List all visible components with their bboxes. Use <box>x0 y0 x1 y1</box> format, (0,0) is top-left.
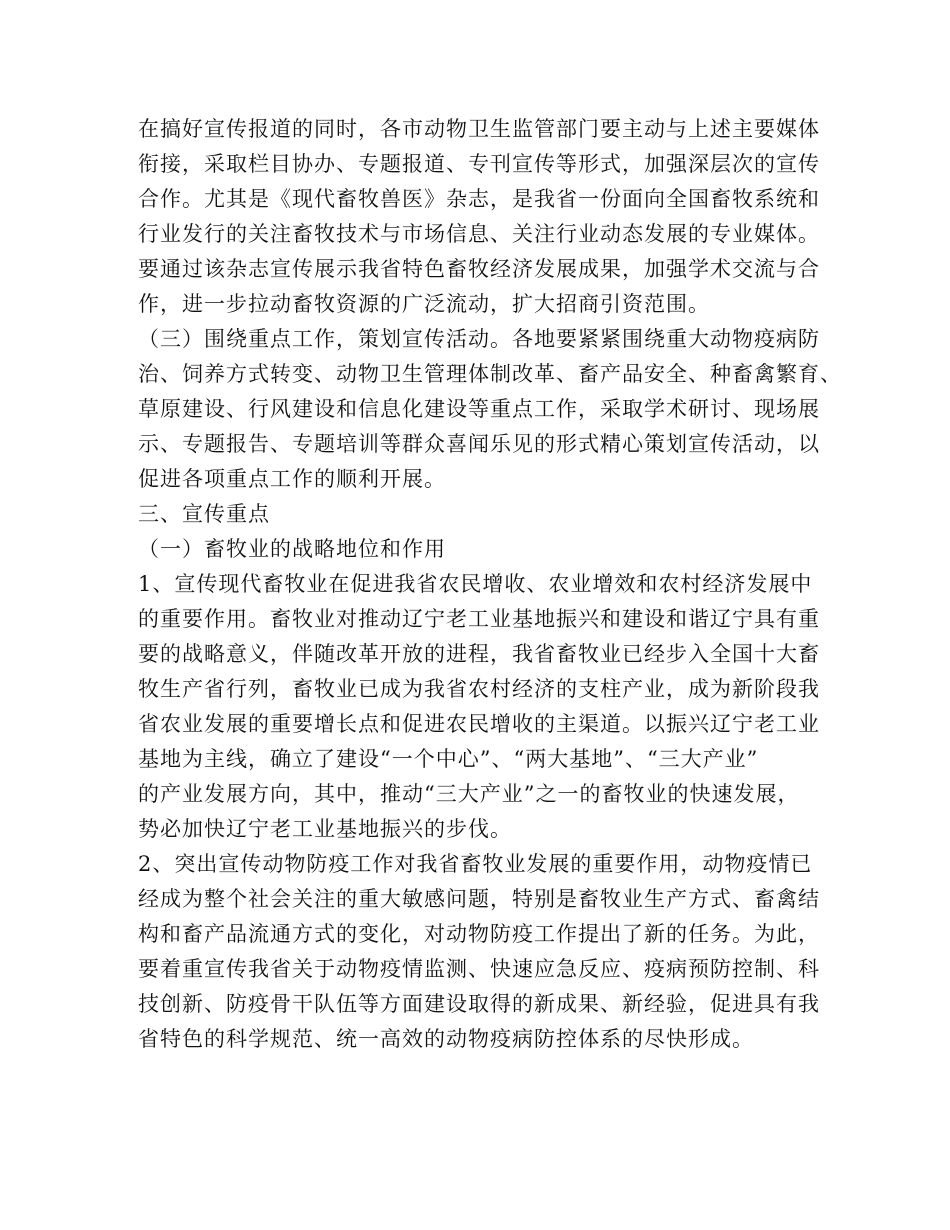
text-line: 要着重宣传我省关于动物疫情监测、快速应急反应、疫病预防控制、科 <box>138 957 820 981</box>
text-line: 的产业发展方向，其中，推动“三大产业”之一的畜牧业的快速发展， <box>138 782 800 806</box>
text-line: 2、突出宣传动物防疫工作对我省畜牧业发展的重要作用，动物疫情已 <box>138 852 813 876</box>
text-line: 示、专题报告、专题培训等群众喜闻乐见的形式精心策划宣传活动，以 <box>138 432 820 456</box>
text-line: 构和畜产品流通方式的变化，对动物防疫工作提出了新的任务。为此， <box>138 922 820 946</box>
text-line: 草原建设、行风建设和信息化建设等重点工作，采取学术研讨、现场展 <box>138 397 820 421</box>
text-line: 合作。尤其是《现代畜牧兽医》杂志，是我省一份面向全国畜牧系统和 <box>138 187 820 211</box>
text-line: 牧生产省行列，畜牧业已成为我省农村经济的支柱产业，成为新阶段我 <box>138 677 820 701</box>
text-line: 要的战略意义，伴随改革开放的进程，我省畜牧业已经步入全国十大畜 <box>138 642 820 666</box>
text-line: 省特色的科学规范、统一高效的动物疫病防控体系的尽快形成。 <box>138 1027 754 1051</box>
text-line: 经成为整个社会关注的重大敏感问题，特别是畜牧业生产方式、畜禽结 <box>138 887 820 911</box>
text-line: 衔接，采取栏目协办、专题报道、专刊宣传等形式，加强深层次的宣传 <box>138 152 820 176</box>
text-line: 的重要作用。畜牧业对推动辽宁老工业基地振兴和建设和谐辽宁具有重 <box>138 607 820 631</box>
text-line: 治、饲养方式转变、动物卫生管理体制改革、畜产品安全、种畜禽繁育、 <box>138 362 842 386</box>
text-line: 促进各项重点工作的顺利开展。 <box>138 467 446 491</box>
text-line: 省农业发展的重要增长点和促进农民增收的主渠道。以振兴辽宁老工业 <box>138 712 820 736</box>
text-line: 势必加快辽宁老工业基地振兴的步伐。 <box>138 817 512 841</box>
text-line: 技创新、防疫骨干队伍等方面建设取得的新成果、新经验，促进具有我 <box>138 992 820 1016</box>
text-line: 1、宣传现代畜牧业在促进我省农民增收、农业增效和农村经济发展中 <box>138 572 813 596</box>
text-line: 行业发行的关注畜牧技术与市场信息、关注行业动态发展的专业媒体。 <box>138 222 820 246</box>
text-line: 基地为主线，确立了建设“一个中心”、“两大基地”、“三大产业” <box>138 747 759 771</box>
subsection-heading: （一）畜牧业的战略地位和作用 <box>138 537 446 561</box>
document-body <box>138 112 842 1057</box>
text-line: 要通过该杂志宣传展示我省特色畜牧经济发展成果，加强学术交流与合 <box>138 257 820 281</box>
text-line: 作，进一步拉动畜牧资源的广泛流动，扩大招商引资范围。 <box>138 292 710 316</box>
section-heading: 三、宣传重点 <box>138 502 270 526</box>
text-line: 在搞好宣传报道的同时，各市动物卫生监管部门要主动与上述主要媒体 <box>138 117 820 141</box>
section-heading: （三）围绕重点工作，策划宣传活动。各地要紧紧围绕重大动物疫病防 <box>138 327 820 351</box>
